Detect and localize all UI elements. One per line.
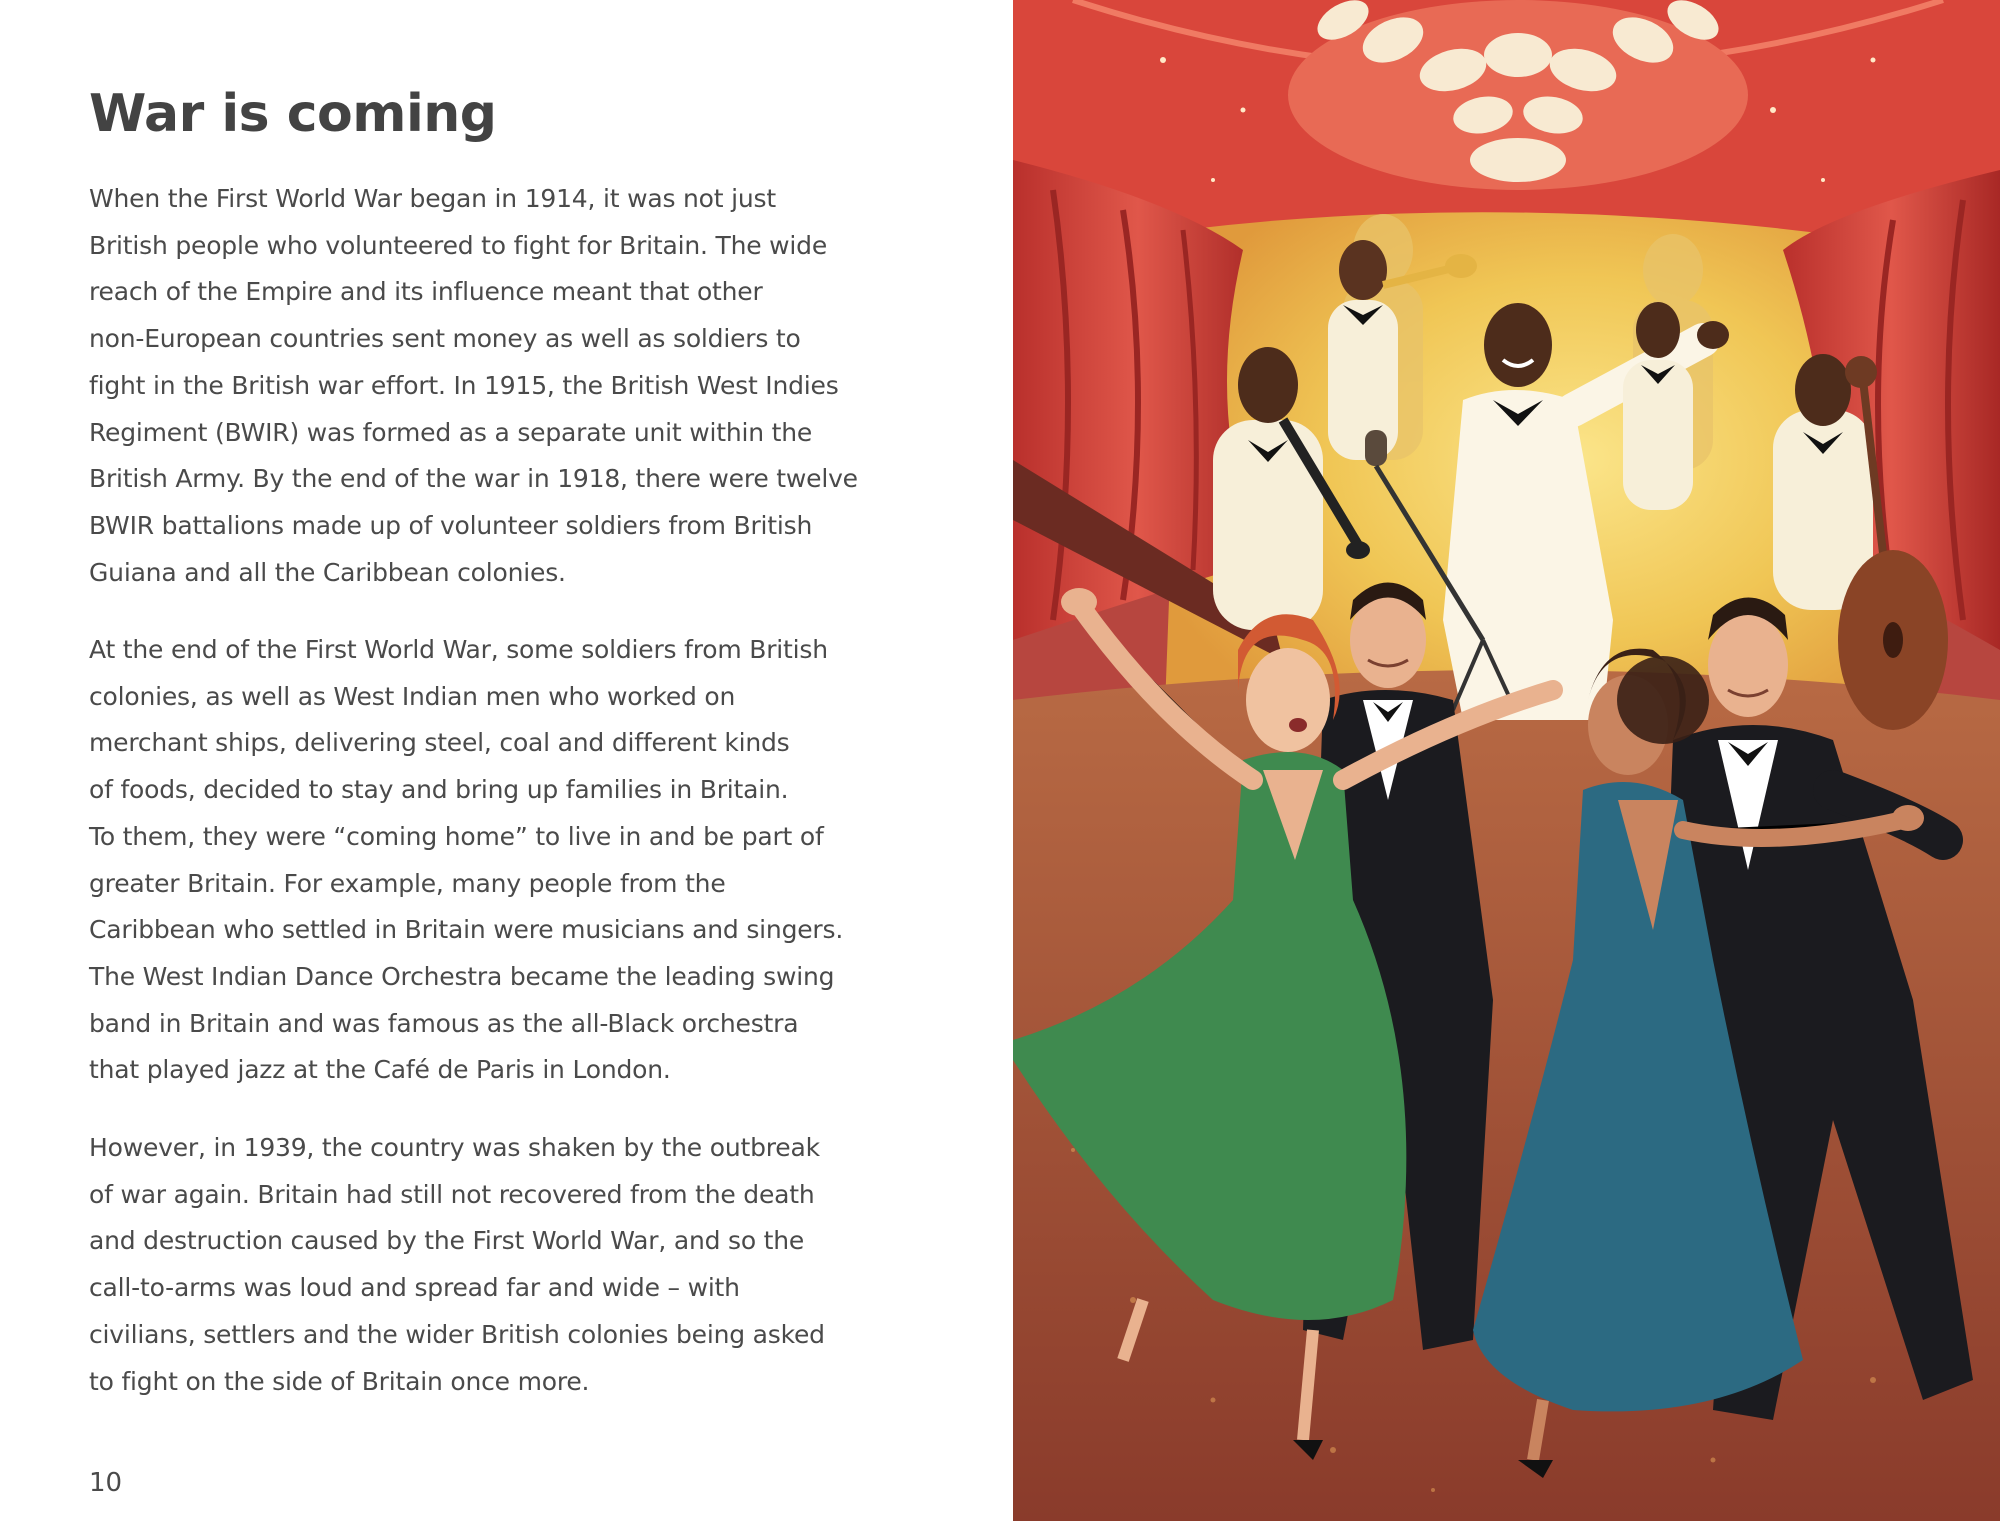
text-line: band in Britain and was famous as the all-Black orchestra	[89, 1008, 799, 1038]
text-line: colonies, as well as West Indian men who worked on	[89, 681, 736, 711]
text-line: At the end of the First World War, some soldiers from British	[89, 635, 828, 664]
text-line: Caribbean who settled in Britain were musicians and singers.	[89, 915, 844, 945]
page-number: 10	[89, 1468, 123, 1498]
text-line: and destruction caused by the First World War, and so the	[89, 1226, 805, 1256]
text-line: British people who volunteered to fight for Britain. The wide	[89, 230, 828, 260]
text-line: non-European countries sent money as well as soldiers to	[89, 324, 801, 354]
paragraph-2	[89, 627, 843, 1094]
text-line: greater Britain. For example, many people from the	[89, 868, 726, 898]
text-line: to fight on the side of Britain once more.	[89, 1366, 590, 1396]
text-line: However, in 1939, the country was shaken by the outbreak	[89, 1133, 820, 1162]
text-line: British Army. By the end of the war in 1918, there were twelve	[89, 464, 858, 494]
text-line: To them, they were “coming home” to live in and be part of	[89, 821, 824, 851]
text-line: The West Indian Dance Orchestra became the leading swing	[89, 961, 835, 991]
page-title: War is coming	[89, 84, 497, 144]
illustration-svg	[1013, 0, 2000, 1521]
illustration-jazz-club	[1013, 0, 2000, 1521]
paragraph-3	[89, 1125, 825, 1405]
text-line: fight in the British war effort. In 1915, the British West Indies	[89, 370, 839, 400]
text-line: call-to-arms was loud and spread far and wide – with	[89, 1273, 740, 1303]
text-line: civilians, settlers and the wider British colonies being asked	[89, 1319, 825, 1349]
text-line: merchant ships, delivering steel, coal and different kinds	[89, 728, 790, 758]
paragraph-1	[89, 176, 858, 596]
text-line: of war again. Britain had still not recovered from the death	[89, 1179, 815, 1209]
chandelier	[1288, 0, 1748, 190]
text-line: of foods, decided to stay and bring up families in Britain.	[89, 775, 789, 805]
text-line: When the First World War began in 1914, it was not just	[89, 184, 776, 213]
text-line: BWIR battalions made up of volunteer soldiers from British	[89, 510, 813, 540]
text-line: Guiana and all the Caribbean colonies.	[89, 557, 566, 587]
text-line: that played jazz at the Café de Paris in London.	[89, 1055, 671, 1085]
text-line: Regiment (BWIR) was formed as a separate unit within the	[89, 417, 813, 447]
text-line: reach of the Empire and its influence meant that other	[89, 277, 763, 307]
